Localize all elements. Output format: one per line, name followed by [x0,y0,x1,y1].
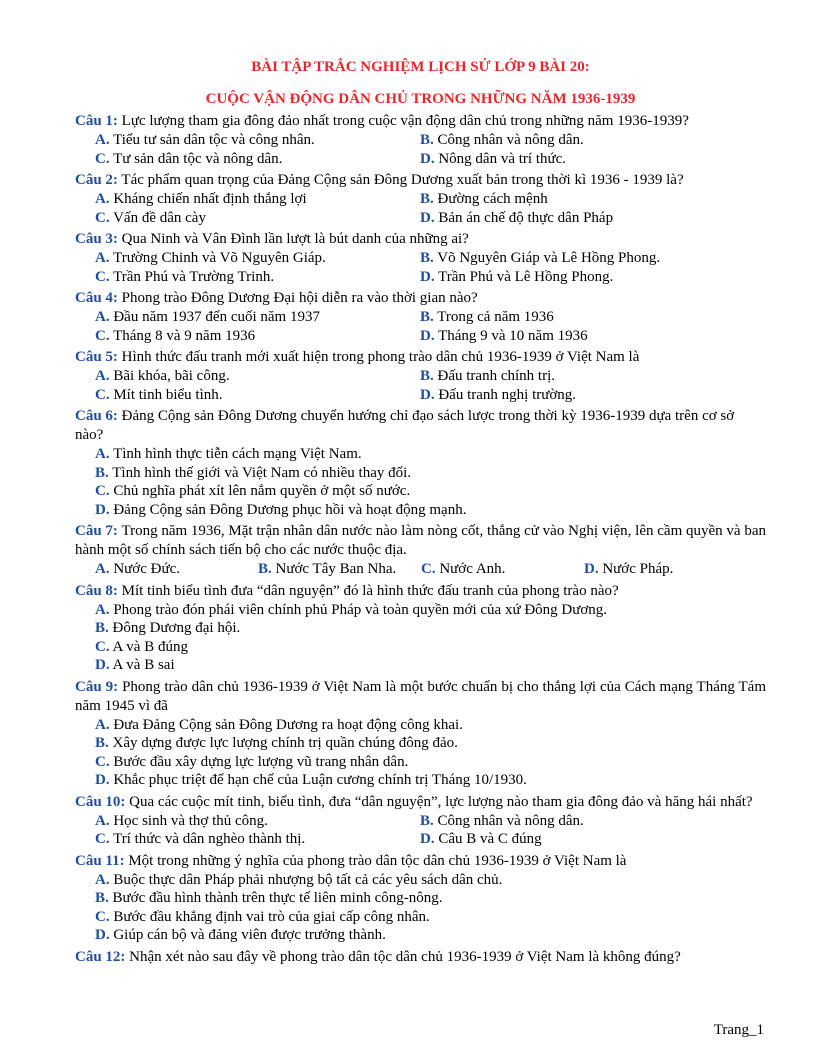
question-text: Trong năm 1936, Mặt trận nhân dân nước nào làm nòng cốt, thắng cử vào Nghị viện, lên cầm quyền và ban hành một số chính sách tiến bộ cho các nước thuộc địa. [75,523,767,558]
option-a: A. Kháng chiến nhất định thắng lợi [95,191,307,207]
option-a: A. Học sinh và thợ thủ công. [95,812,268,829]
question-text: Một trong những ý nghĩa của phong trào dân tộc dân chủ 1936-1939 ở Việt Nam là [128,852,627,869]
question-label: Câu 9: [75,678,119,695]
question-text: Tác phẩm quan trọng của Đảng Cộng sản Đông Dương xuất bản trong thời kì 1936 - 1939 là? [121,172,684,188]
option-d: D. Trần Phú và Lê Hồng Phong. [420,268,614,285]
document-page [75,52,766,967]
option-a: A. Đưa Đảng Cộng sản Đông Dương ra hoạt động công khai. [95,716,463,733]
question-11 [75,852,766,945]
option-d: D. Giúp cán bộ và đảng viên được trưởng thành. [95,927,386,943]
question-label: Câu 8: [75,582,118,599]
option-d: D. Bản án chế độ thực dân Pháp [420,209,614,226]
question-2 [75,171,766,227]
question-label: Câu 7: [75,523,118,539]
question-text: Qua Ninh và Vân Đình lần lượt là bút danh của những ai? [121,231,469,247]
option-c: C. A và B đúng [95,638,188,655]
option-a: A. Trường Chinh và Võ Nguyên Giáp. [95,250,326,266]
option-a: A. Đầu năm 1937 đến cuối năm 1937 [95,309,320,325]
question-label: Câu 4: [75,290,118,306]
question-text: Hình thức đấu tranh mới xuất hiện trong phong trào dân chủ 1936-1939 ở Việt Nam là [121,349,640,365]
option-c: C. Tư sản dân tộc và nông dân. [95,150,283,167]
option-c: C. Mít tinh biểu tình. [95,386,223,403]
option-d: D. Đảng Cộng sản Đông Dương phục hồi và hoạt động mạnh. [95,501,467,518]
question-6 [75,407,766,519]
question-label: Câu 1: [75,113,118,129]
option-c: C. Nước Anh. [421,561,506,577]
question-5 [75,348,766,404]
question-text: Lực lượng tham gia đông đảo nhất trong cuộc vận động dân chủ trong những năm 1936-1939? [121,113,689,129]
option-c: C. Trí thức và dân nghèo thành thị. [95,831,306,847]
option-b: B. Võ Nguyên Giáp và Lê Hồng Phong. [420,250,661,266]
option-d: D. Đấu tranh nghị trường. [420,386,577,403]
question-text: Phong trào dân chủ 1936-1939 ở Việt Nam là một bước chuẩn bị cho thắng lợi của Cách mạng Tháng Tám năm 1945 vì đã [75,678,767,714]
option-b: B. Bước đầu hình thành trên thực tế liên minh công-nông. [95,890,443,906]
question-3 [75,230,766,286]
option-a: A. Bãi khóa, bãi công. [95,368,230,384]
question-label: Câu 6: [75,408,118,424]
question-label: Câu 12: [75,948,126,965]
option-b: B. Đường cách mệnh [420,191,548,207]
question-4 [75,289,766,345]
document-title: BÀI TẬP TRẮC NGHIỆM LỊCH SỬ LỚP 9 BÀI 20: [251,59,590,75]
option-b: B. Nước Tây Ban Nha. [258,561,397,577]
option-c: C. Chủ nghĩa phát xít lên nắm quyền ở một số nước. [95,483,411,499]
question-12 [75,948,766,967]
option-c: C. Bước đầu xây dựng lực lượng vũ trang nhân dân. [95,753,409,770]
option-b: B. Công nhân và nông dân. [420,132,584,148]
option-d: D. Khắc phục triệt để hạn chế của Luận cương chính trị Tháng 10/1930. [95,772,527,788]
option-c: C. Bước đầu khẳng định vai trò của giai cấp công nhân. [95,908,430,925]
option-c: C. Trần Phú và Trường Trinh. [95,268,275,285]
question-8 [75,582,766,675]
document-subtitle: CUỘC VẬN ĐỘNG DÂN CHỦ TRONG NHỮNG NĂM 1936-1939 [205,91,636,107]
question-10 [75,793,766,849]
option-b: B. Đông Dương đại hội. [95,620,241,636]
option-d: D. Nước Pháp. [584,561,674,577]
question-text: Mít tinh biểu tình đưa “dân nguyện” đó là hình thức đấu tranh của phong trào nào? [121,582,619,599]
option-b: B. Xây dựng được lực lượng chính trị quần chúng đông đảo. [95,735,458,751]
option-b: B. Công nhân và nông dân. [420,812,584,829]
question-1 [75,112,766,168]
option-c: C. Tháng 8 và 9 năm 1936 [95,327,256,344]
question-label: Câu 5: [75,349,118,365]
option-a: A. Tiểu tư sản dân tộc và công nhân. [95,132,315,148]
question-text: Nhận xét nào sau đây về phong trào dân tộc dân chủ 1936-1939 ở Việt Nam là không đúng? [129,948,681,965]
option-b: B. Trong cả năm 1936 [420,309,554,325]
question-7 [75,522,766,579]
option-b: B. Tình hình thế giới và Việt Nam có nhiều thay đổi. [95,464,412,481]
question-label: Câu 11: [75,852,125,869]
question-text: Qua các cuộc mít tinh, biểu tình, đưa “dân nguyện”, lực lượng nào tham gia đông đảo và hăng hái nhất? [129,793,753,810]
option-d: D. Nông dân và trí thức. [420,150,567,167]
option-b: B. Đấu tranh chính trị. [420,368,555,384]
option-a: A. Tình hình thực tiễn cách mạng Việt Nam. [95,446,362,462]
question-label: Câu 3: [75,231,118,247]
page-number: Trang_1 [713,1022,764,1038]
question-label: Câu 10: [75,793,126,810]
option-d: D. Tháng 9 và 10 năm 1936 [420,327,588,344]
option-d: D. A và B sai [95,657,175,673]
option-a: A. Nước Đức. [95,561,181,577]
option-a: A. Phong trào đón phái viên chính phủ Pháp và toàn quyền mới của xứ Đông Dương. [95,601,608,618]
question-text: Đảng Cộng sản Đông Dương chuyển hướng chỉ đạo sách lược trong thời kỳ 1936-1939 dựa trên cơ sở nào? [75,408,735,443]
option-d: D. Câu B và C đúng [420,831,542,847]
question-label: Câu 2: [75,172,118,188]
option-a: A. Buộc thực dân Pháp phải nhượng bộ tất cả các yêu sách dân chủ. [95,871,503,888]
question-9 [75,678,766,790]
option-c: C. Vấn đề dân cày [95,209,206,226]
question-text: Phong trào Đông Dương Đại hội diễn ra vào thời gian nào? [121,290,478,306]
